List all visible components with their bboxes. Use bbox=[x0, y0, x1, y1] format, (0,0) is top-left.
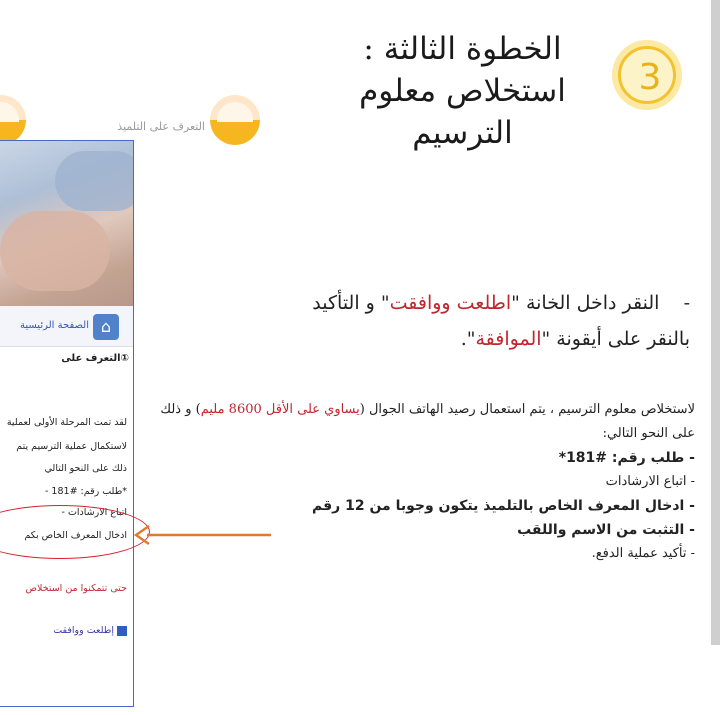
detail-item: - التثبت من الاسم واللقب bbox=[517, 522, 695, 538]
instruction-dash: - bbox=[683, 292, 690, 314]
agree-label[interactable]: إطلعت ووافقت bbox=[53, 625, 114, 636]
step-number-badge bbox=[612, 40, 682, 110]
instruction-highlight-agree: اطلعت ووافقت bbox=[389, 292, 512, 314]
instruction-part-1: النقر داخل الخانة " bbox=[511, 292, 660, 314]
detail-item: - طلب رقم: #181* bbox=[558, 450, 695, 466]
phone-screenshot bbox=[0, 140, 134, 707]
progress-label: التعرف على التلميذ bbox=[117, 120, 205, 133]
phone-agree-checkbox-row[interactable] bbox=[53, 625, 127, 636]
progress-fill bbox=[210, 120, 260, 145]
step-ring bbox=[618, 46, 676, 104]
title-line-3: الترسيم bbox=[412, 115, 513, 151]
phone-line: لقد تمت المرحلة الأولى لعملية bbox=[6, 417, 127, 428]
phone-line: ادخال المعرف الخاص بكم bbox=[24, 530, 127, 541]
progress-inner bbox=[217, 102, 253, 122]
progress-step-icon bbox=[210, 95, 260, 145]
right-edge-strip bbox=[711, 0, 720, 645]
progress-inner bbox=[0, 102, 19, 122]
home-icon[interactable]: ⌂ bbox=[93, 314, 119, 340]
detail-intro-text: لاستخلاص معلوم الترسيم ، يتم استعمال رصيد الهاتف الجوال ( bbox=[359, 402, 695, 417]
detail-item: - تأكيد عملية الدفع. bbox=[591, 546, 695, 561]
phone-header-photo bbox=[0, 141, 133, 306]
phone-step-label: ①التعرف على bbox=[61, 353, 129, 364]
title-line-1: الخطوة الثالثة : bbox=[363, 31, 562, 67]
photo-hand bbox=[0, 211, 110, 291]
progress-step-icon-previous bbox=[0, 95, 26, 145]
title-line-2: استخلاص معلوم bbox=[359, 73, 566, 109]
instruction-highlight-approval: الموافقة bbox=[475, 328, 542, 350]
instruction-part-3: ". bbox=[460, 328, 476, 350]
detail-item: - اتباع الارشادات bbox=[605, 474, 695, 489]
phone-nav-bar bbox=[0, 306, 133, 347]
detail-paragraph bbox=[160, 398, 695, 566]
detail-item: - ادخال المعرف الخاص بالتلميذ يتكون وجوبا من 12 رقم bbox=[312, 498, 695, 514]
phone-line: لاستكمال عملية الترسيم يتم bbox=[16, 441, 127, 452]
phone-line: اتباع الارشادات - bbox=[61, 507, 127, 518]
photo-sleeve bbox=[55, 151, 134, 211]
instruction-part-2: " و التأكيد بالنقر على أيقونة " bbox=[312, 292, 690, 350]
detail-intro-end: ) و ذلك على النحو التالي: bbox=[160, 402, 695, 441]
detail-intro-amount: يساوي على الأقل 8600 مليم bbox=[200, 402, 360, 417]
phone-warning-text: حتى تتمكنوا من استخلاص bbox=[25, 583, 127, 594]
phone-line: ذلك على النحو التالي bbox=[44, 463, 127, 474]
step-number: 3 bbox=[638, 57, 662, 98]
page-title bbox=[330, 28, 595, 154]
phone-home-label[interactable]: الصفحة الرئيسية bbox=[20, 320, 89, 331]
agree-checkbox[interactable] bbox=[117, 626, 127, 636]
phone-line: *طلب رقم: #181 - bbox=[44, 486, 127, 497]
detail-intro bbox=[160, 398, 695, 446]
main-instruction bbox=[300, 285, 690, 357]
